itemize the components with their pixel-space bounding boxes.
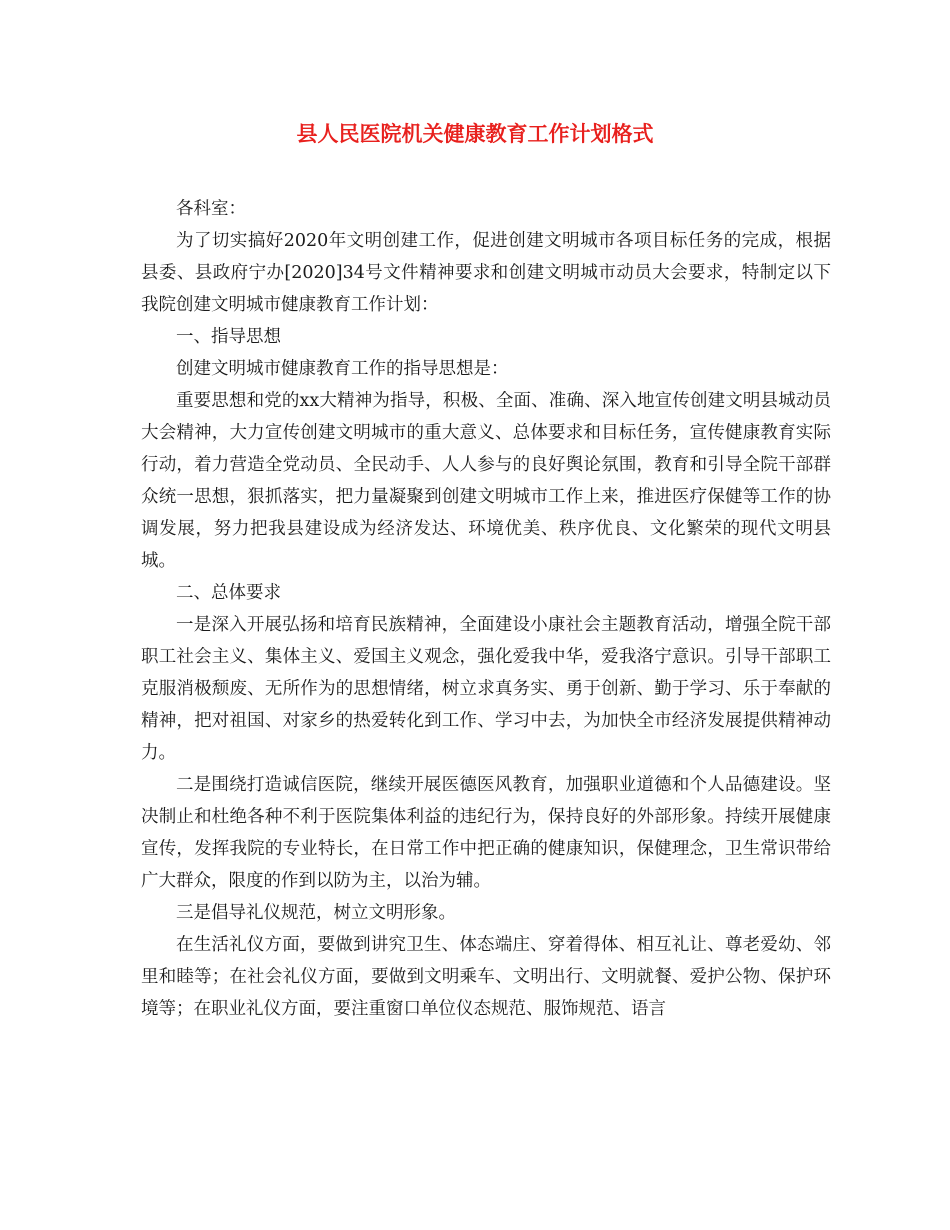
paragraph: 在生活礼仪方面，要做到讲究卫生、体态端庄、穿着得体、相互礼让、尊老爱幼、邻里和睦等；在社会礼仪方面，要做到文明乘车、文明出行、文明就餐、爱护公物、保护环境等；在职业礼仪方面，要注重窗口单位仪态规范、服饰规范、语言 — [141, 935, 831, 1019]
section-heading-overall-requirements: 二、总体要求 — [176, 583, 281, 603]
paragraph: 重要思想和党的xx大精神为指导，积极、全面、准确、深入地宣传创建文明县城动员大会精神，大力宣传创建文明城市的重大意义、总体要求和目标任务，宣传健康教育实际行动，着力营造全党动员、全民动手、人人参与的良好舆论氛围，教育和引导全院干部群众统一思想，狠抓落实，把力量凝聚到创建文明城市工作上来，推进医疗保健等工作的协调发展，努力把我县建设成为经济发达、环境优美、秩序优良、文化繁荣的现代文明县城。 — [141, 391, 831, 571]
section-heading-guiding-ideology: 一、指导思想 — [176, 327, 281, 347]
paragraph: 一是深入开展弘扬和培育民族精神，全面建设小康社会主题教育活动，增强全院干部职工社会主义、集体主义、爱国主义观念，强化爱我中华，爱我洛宁意识。引导干部职工克服消极颓废、无所作为的思想情绪，树立求真务实、勇于创新、勤于学习、乐于奉献的精神，把对祖国、对家乡的热爱转化到工作、学习中去，为加快全市经济发展提供精神动力。 — [141, 615, 831, 763]
paragraph-intro: 为了切实搞好2020年文明创建工作，促进创建文明城市各项目标任务的完成，根据县委、县政府宁办[2020]34号文件精神要求和创建文明城市动员大会要求，特制定以下我院创建文明城市健康教育工作计划： — [141, 231, 831, 315]
paragraph: 二是围绕打造诚信医院，继续开展医德医风教育，加强职业道德和个人品德建设。坚决制止和杜绝各种不利于医院集体利益的违纪行为，保持良好的外部形象。持续开展健康宣传，发挥我院的专业特长，在日常工作中把正确的健康知识，保健理念，卫生常识带给广大群众，限度的作到以防为主，以治为辅。 — [141, 775, 831, 891]
salutation: 各科室： — [176, 199, 246, 219]
paragraph: 创建文明城市健康教育工作的指导思想是： — [176, 359, 509, 379]
document-title: 县人民医院机关健康教育工作计划格式 — [296, 121, 654, 146]
document-body — [141, 193, 831, 1025]
paragraph: 三是倡导礼仪规范，树立文明形象。 — [176, 903, 456, 923]
